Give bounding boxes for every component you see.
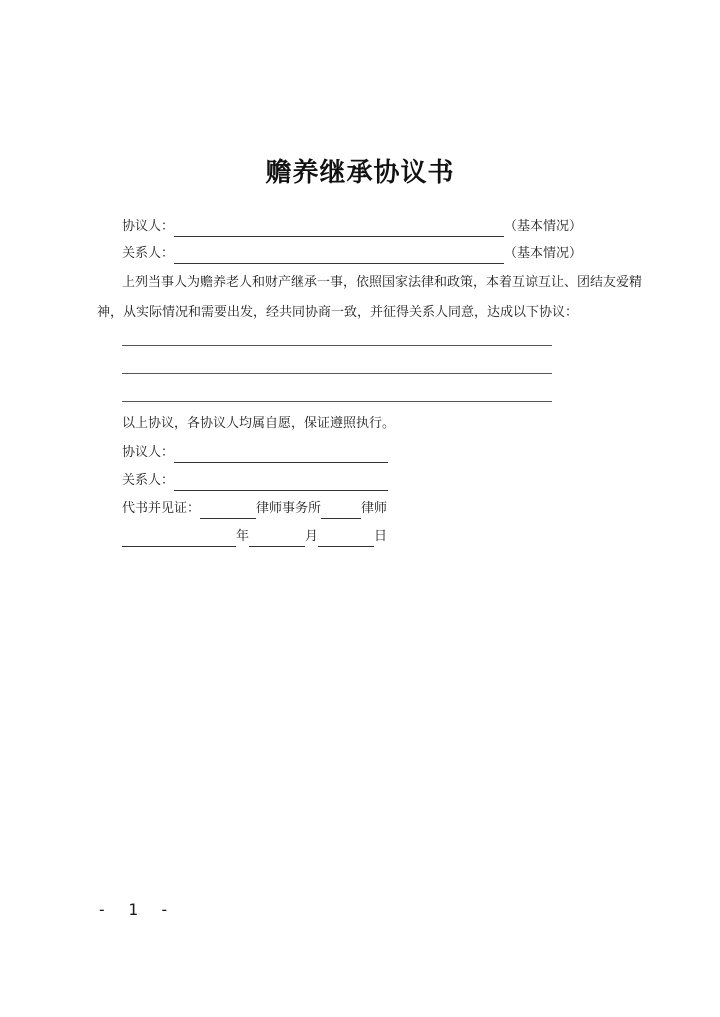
related-row xyxy=(122,244,582,264)
month-blank xyxy=(249,532,305,547)
sign-party-row xyxy=(122,443,388,463)
related-label: 关系人： xyxy=(122,246,175,261)
lawyer-blank xyxy=(321,504,361,519)
law-firm-blank xyxy=(200,504,256,519)
related-blank xyxy=(174,249,504,264)
page-number: - 1 - xyxy=(97,900,176,919)
year-blank xyxy=(122,532,236,547)
sign-related-blank xyxy=(174,476,388,491)
agreement-line-3 xyxy=(122,401,552,402)
day-blank xyxy=(318,532,374,547)
day-text: 日 xyxy=(374,529,388,544)
closing-text: 以上协议，各协议人均属自愿，保证遵照执行。 xyxy=(122,416,396,431)
law-firm-text: 律师事务所 xyxy=(256,501,322,516)
sign-party-label: 协议人： xyxy=(122,445,175,460)
body-line-1: 上列当事人为赡养老人和财产继承一事，依照国家法律和政策，本着互谅互让、团结友爱精 xyxy=(122,275,643,290)
sign-related-row xyxy=(122,471,388,491)
party-row xyxy=(122,217,582,237)
closing-statement xyxy=(122,414,395,434)
sign-related-label: 关系人： xyxy=(122,473,175,488)
year-text: 年 xyxy=(236,529,250,544)
body-line-2: 神，从实际情况和需要出发，经共同协商一致，并征得关系人同意，达成以下协议： xyxy=(97,305,579,320)
party-label: 协议人： xyxy=(122,219,175,234)
witness-row xyxy=(122,499,387,519)
party-blank xyxy=(174,222,504,237)
body-paragraph xyxy=(97,268,643,328)
date-row xyxy=(122,527,387,547)
lawyer-text: 律师 xyxy=(361,501,388,516)
witness-label: 代书并见证： xyxy=(122,501,201,516)
party-note: （基本情况） xyxy=(504,219,583,234)
agreement-line-1 xyxy=(122,345,552,346)
sign-party-blank xyxy=(174,448,388,463)
related-note: （基本情况） xyxy=(504,246,583,261)
month-text: 月 xyxy=(305,529,319,544)
agreement-line-2 xyxy=(122,373,552,374)
document-title: 赡养继承协议书 xyxy=(265,158,455,188)
